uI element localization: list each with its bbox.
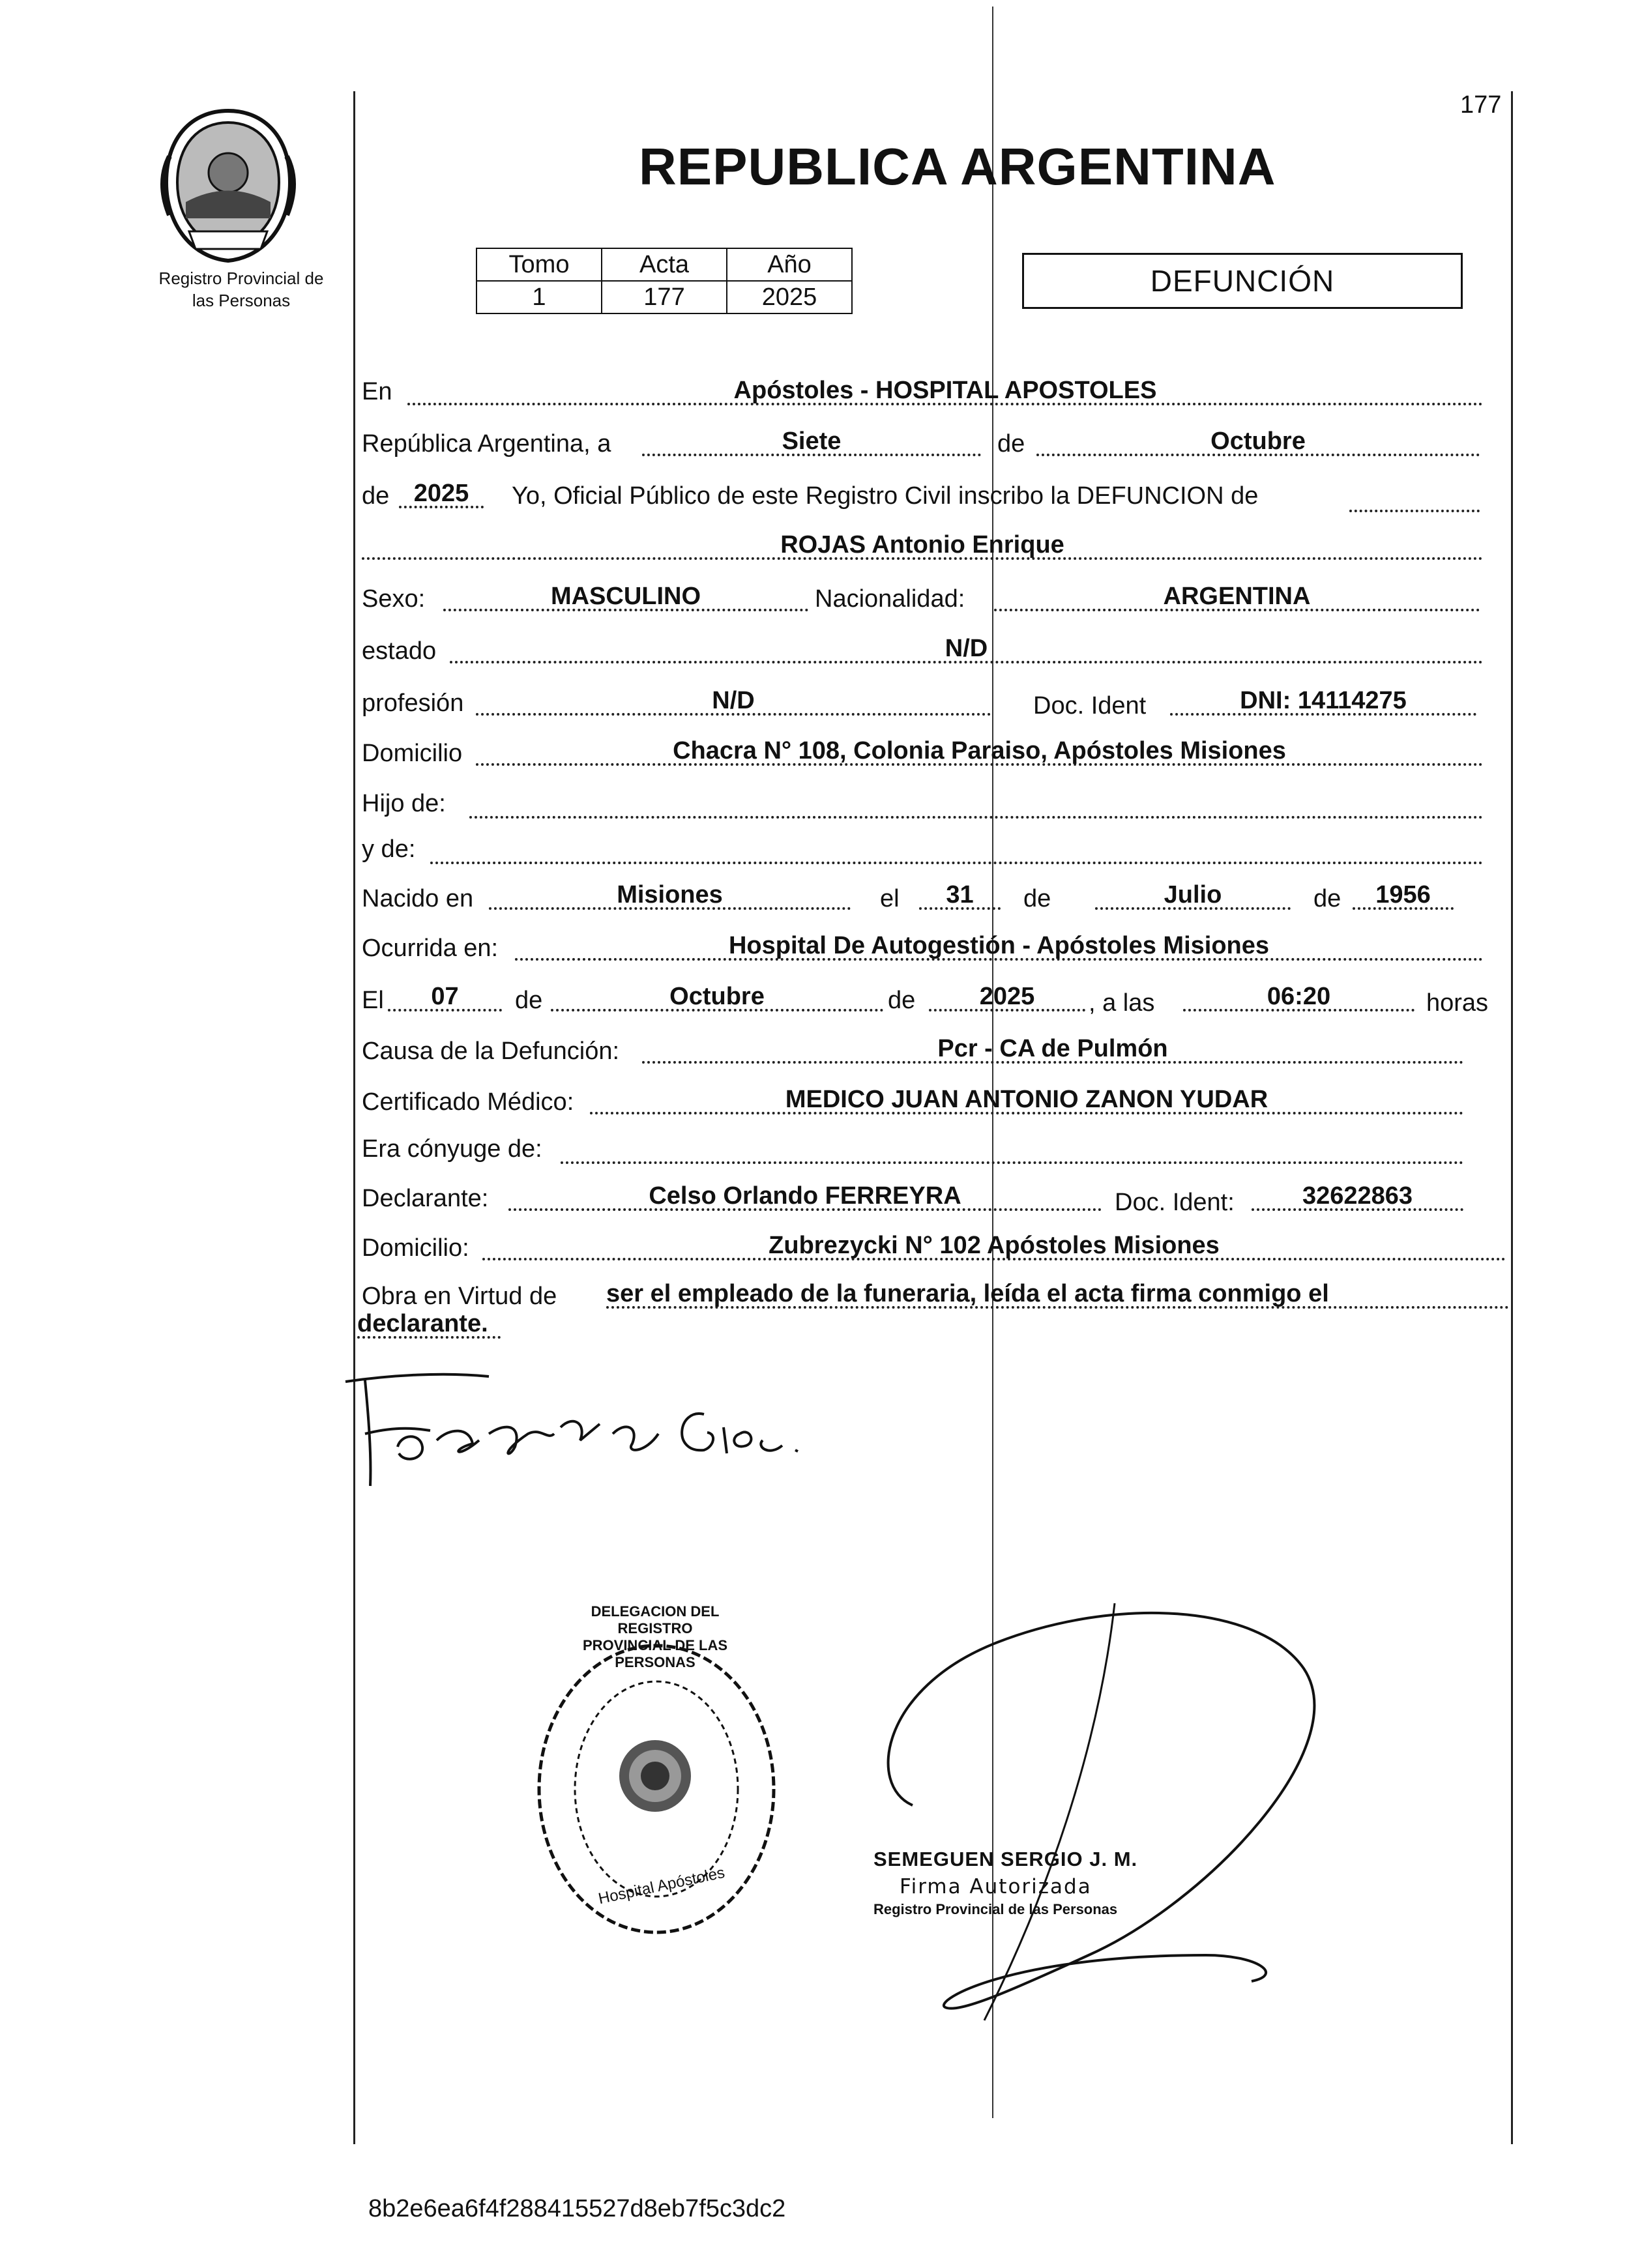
label-hijo-de: Hijo de:: [362, 790, 446, 817]
field-dia: Siete: [642, 428, 981, 456]
field-mes: Octubre: [1036, 428, 1480, 456]
page-title: REPUBLICA ARGENTINA: [639, 138, 1276, 196]
document-hash: 8b2e6ea6f4f288415527d8eb7f5c3dc2: [368, 2195, 786, 2222]
label-doc-ident: Doc. Ident: [1033, 692, 1147, 720]
authority-signature: [750, 1590, 1421, 2059]
field-nacido-dia: 31: [919, 881, 1001, 910]
left-border-line: [353, 91, 355, 2144]
field-nacido-lugar: Misiones: [489, 881, 851, 910]
label-declarante: Declarante:: [362, 1185, 489, 1212]
tomo-value: 1: [476, 281, 602, 313]
acta-table: [476, 248, 853, 314]
field-obra-1: ser el empleado de la funeraria, leída el acta firma conmigo el: [606, 1280, 1509, 1309]
fill-line-defuncion: [1349, 484, 1480, 512]
tomo-header: Tomo: [476, 248, 602, 281]
field-hora: 06:20: [1183, 983, 1414, 1011]
right-border-line: [1511, 91, 1513, 2144]
label-de-nacido-mes: de: [1023, 885, 1051, 912]
field-hijo-de: [469, 790, 1483, 819]
label-yo-oficial: Yo, Oficial Público de este Registro Civil inscribo la DEFUNCION de: [512, 482, 1259, 510]
label-de-mes: de: [997, 430, 1025, 458]
field-fallec-mes: Octubre: [551, 983, 883, 1011]
authority-office: Registro Provincial de las Personas: [873, 1901, 1118, 1917]
authority-block: [873, 1848, 1137, 1918]
field-declarante-domicilio: Zubrezycki N° 102 Apóstoles Misiones: [482, 1232, 1506, 1260]
field-nacido-mes: Julio: [1095, 881, 1291, 910]
anio-value: 2025: [727, 281, 852, 313]
label-el-fallec: El: [362, 987, 384, 1014]
label-profesion: profesión: [362, 690, 464, 717]
label-republica: República Argentina, a: [362, 430, 611, 458]
label-de-anio: de: [362, 482, 390, 510]
label-el: el: [880, 885, 900, 912]
field-ocurrida: Hospital De Autogestión - Apóstoles Misiones: [515, 932, 1483, 961]
field-domicilio: Chacra N° 108, Colonia Paraiso, Apóstoles Misiones: [476, 737, 1483, 766]
field-fallec-dia: 07: [388, 983, 502, 1011]
declarante-signature: [339, 1362, 808, 1492]
stamp-ring-text: DELEGACION DEL REGISTRO PROVINCIAL DE LAS PERSONAS: [582, 1603, 728, 1670]
label-causa: Causa de la Defunción:: [362, 1038, 620, 1065]
label-conyuge: Era cónyuge de:: [362, 1135, 542, 1163]
field-causa: Pcr - CA de Pulmón: [642, 1035, 1463, 1064]
province-seal-logo: [150, 104, 306, 267]
label-estado: estado: [362, 637, 437, 665]
stamp-inner-text: Hospital Apóstoles: [596, 1863, 727, 1908]
field-sexo: MASCULINO: [443, 583, 808, 611]
label-horas: horas: [1426, 989, 1489, 1017]
field-declarante: Celso Orlando FERREYRA: [508, 1182, 1102, 1211]
label-a-las: , a las: [1089, 989, 1155, 1017]
field-nacido-anio: 1956: [1353, 881, 1454, 910]
page-number: 177: [1460, 91, 1502, 119]
label-en: En: [362, 378, 392, 405]
label-domicilio-declarante: Domicilio:: [362, 1234, 469, 1262]
acta-value: 177: [602, 281, 727, 313]
field-y-de: [430, 836, 1483, 864]
field-profesion: N/D: [476, 687, 991, 716]
field-lugar: Apóstoles - HOSPITAL APOSTOLES: [407, 377, 1483, 405]
label-domicilio: Domicilio: [362, 740, 463, 767]
field-certificado: MEDICO JUAN ANTONIO ZANON YUDAR: [590, 1086, 1463, 1114]
label-nacido-en: Nacido en: [362, 885, 474, 912]
field-nacionalidad: ARGENTINA: [994, 583, 1480, 611]
acta-header: Acta: [602, 248, 727, 281]
field-obra-2: declarante.: [357, 1310, 501, 1339]
label-certificado: Certificado Médico:: [362, 1088, 574, 1116]
label-de-fallec-anio: de: [888, 987, 916, 1014]
authority-name: SEMEGUEN SERGIO J. M.: [873, 1848, 1138, 1870]
label-ocurrida-en: Ocurrida en:: [362, 935, 499, 962]
label-nacionalidad: Nacionalidad:: [815, 585, 965, 613]
authority-role: Firma Autorizada: [900, 1875, 1092, 1898]
field-estado: N/D: [450, 635, 1483, 663]
field-anio: 2025: [399, 480, 484, 508]
label-y-de: y de:: [362, 836, 416, 863]
anio-header: Año: [727, 248, 852, 281]
label-de-fallec-mes: de: [515, 987, 543, 1014]
field-fallec-anio: 2025: [929, 983, 1085, 1011]
label-obra: Obra en Virtud de: [362, 1283, 557, 1310]
field-doc: DNI: 14114275: [1170, 687, 1476, 716]
label-doc-ident-declarante: Doc. Ident:: [1115, 1189, 1235, 1216]
field-conyuge: [561, 1135, 1463, 1164]
field-nombre: ROJAS Antonio Enrique: [362, 531, 1483, 560]
field-declarante-doc: 32622863: [1252, 1182, 1463, 1211]
registry-name: Registro Provincial de las Personas: [158, 269, 324, 310]
label-sexo: Sexo:: [362, 585, 426, 613]
label-de-nacido-anio: de: [1313, 885, 1341, 912]
document-type-box: DEFUNCIÓN: [1022, 253, 1463, 309]
